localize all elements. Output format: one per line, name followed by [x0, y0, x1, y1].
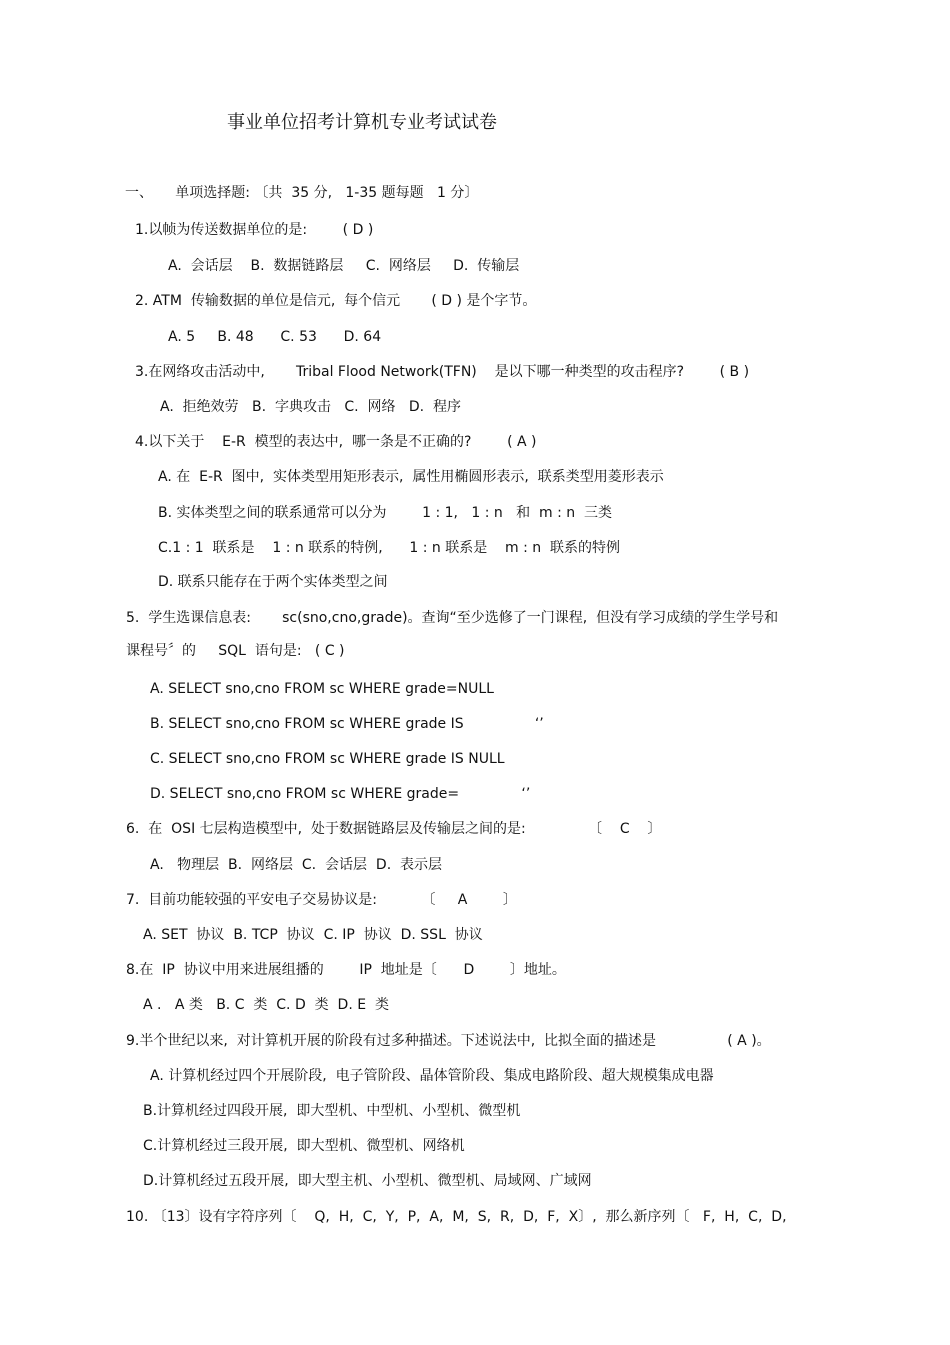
question-8-options: A . A 类 B. C 类 C. D 类 D. E 类	[143, 997, 389, 1013]
question-9-option-a: A. 计算机经过四个开展阶段, 电子管阶段、晶体管阶段、集成电路阶段、超大规模集成电器	[150, 1068, 714, 1084]
question-9-option-d: D.计算机经过五段开展, 即大型主机、小型机、微型机、局域网、广域网	[143, 1173, 592, 1189]
section-heading: 一、 单项选择题: 〔共 35 分, 1-35 题每题 1 分〕	[125, 185, 479, 201]
question-4-option-b: B. 实体类型之间的联系通常可以分为 1 : 1, 1 : n 和 m : n 三类	[158, 505, 613, 521]
question-7: 7. 目前功能较强的平安电子交易协议是: 〔 A 〕	[126, 892, 517, 908]
question-2-options: A. 5 B. 48 C. 53 D. 64	[168, 329, 382, 345]
question-6-options: A. 物理层 B. 网络层 C. 会话层 D. 表示层	[150, 857, 443, 873]
question-4-option-c: C.1 : 1 联系是 1 : n 联系的特例, 1 : n 联系是 m : n 联系的特例	[158, 540, 621, 556]
question-10: 10. 〔13〕设有字符序列〔 Q, H, C, Y, P, A, M, S, R, D, F, X〕, 那么新序列〔 F, H, C, D,	[126, 1209, 787, 1225]
question-7-options: A. SET 协议 B. TCP 协议 C. IP 协议 D. SSL 协议	[143, 927, 483, 943]
question-3: 3.在网络攻击活动中, Tribal Flood Network(TFN) 是以下哪一种类型的攻击程序? ( B )	[135, 364, 750, 380]
question-5-option-c: C. SELECT sno,cno FROM sc WHERE grade IS NULL	[150, 751, 505, 767]
page-title: 事业单位招考计算机专业考试试卷	[227, 112, 497, 133]
question-5-option-b: B. SELECT sno,cno FROM sc WHERE grade IS ‘’	[150, 716, 544, 732]
question-4: 4.以下关于 E-R 模型的表达中, 哪一条是不正确的? ( A )	[135, 434, 537, 450]
question-4-option-a: A. 在 E-R 图中, 实体类型用矩形表示, 属性用椭圆形表示, 联系类型用菱形表示	[158, 469, 664, 485]
question-4-option-d: D. 联系只能存在于两个实体类型之间	[158, 574, 388, 590]
question-9-option-c: C.计算机经过三段开展, 即大型机、微型机、网络机	[143, 1138, 465, 1154]
question-5-cont: 课程号〞的 SQL 语句是: ( C )	[126, 643, 345, 659]
question-5: 5. 学生选课信息表: sc(sno,cno,grade)。查询“至少选修了一门课程, 但没有学习成绩的学生学号和	[126, 610, 779, 626]
question-5-option-d: D. SELECT sno,cno FROM sc WHERE grade= ‘’	[150, 786, 531, 802]
question-6: 6. 在 OSI 七层构造模型中, 处于数据链路层及传输层之间的是: 〔 C 〕	[126, 821, 662, 837]
question-9: 9.半个世纪以来, 对计算机开展的阶段有过多种描述。下述说法中, 比拟全面的描述是 ( A )。	[126, 1033, 771, 1049]
question-3-options: A. 拒绝效劳 B. 字典攻击 C. 网络 D. 程序	[160, 399, 461, 415]
question-9-option-b: B.计算机经过四段开展, 即大型机、中型机、小型机、微型机	[143, 1103, 521, 1119]
question-8: 8.在 IP 协议中用来进展组播的 IP 地址是〔 D 〕地址。	[126, 962, 566, 978]
question-2: 2. ATM 传输数据的单位是信元, 每个信元 ( D ) 是个字节。	[135, 293, 537, 309]
question-1-options: A. 会话层 B. 数据链路层 C. 网络层 D. 传输层	[168, 258, 520, 274]
question-1: 1.以帧为传送数据单位的是: ( D )	[135, 222, 374, 238]
question-5-option-a: A. SELECT sno,cno FROM sc WHERE grade=NULL	[150, 681, 494, 697]
